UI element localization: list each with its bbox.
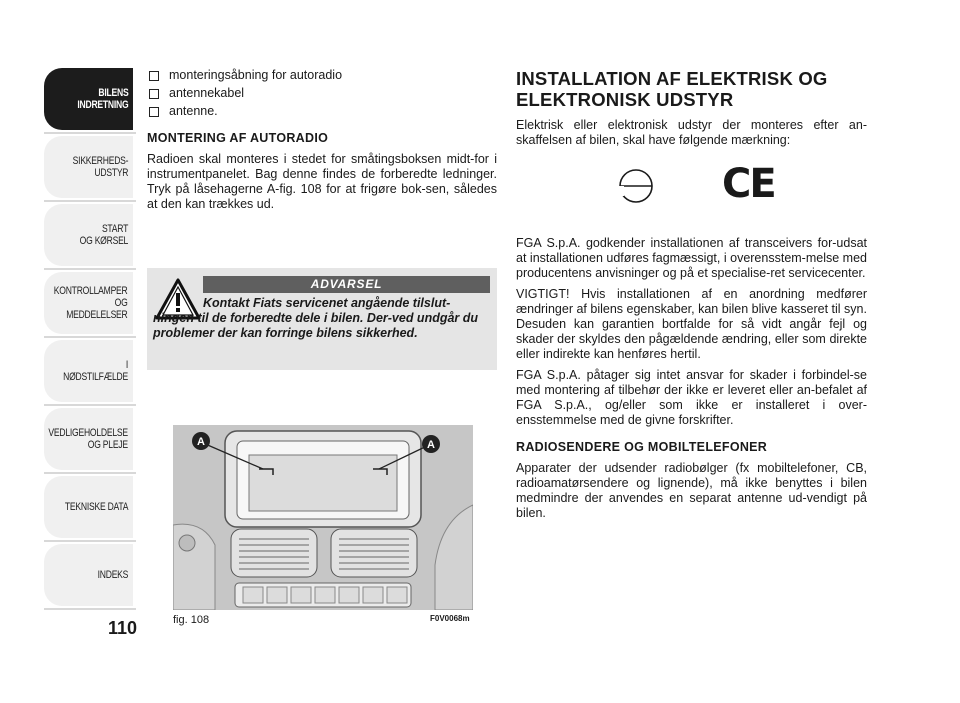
right-column xyxy=(516,68,867,527)
warning-box xyxy=(147,268,497,370)
dashboard-illustration xyxy=(173,425,473,610)
marker-a-left-label: A xyxy=(197,436,205,448)
tab-i-nodstilfaelde[interactable] xyxy=(44,340,136,402)
ce-mark-icon: CE xyxy=(722,161,775,207)
list-item: antennekabel xyxy=(147,86,497,101)
tab-indeks[interactable] xyxy=(44,544,136,606)
page-title: INSTALLATION AF ELEKTRISK OG ELEKTRONISK UDSTYR xyxy=(516,68,828,110)
tab-label: INDEKS xyxy=(97,569,128,581)
body-paragraph: FGA S.p.A. påtager sig intet ansvar for skader i forbindel-se med montering af tilbehør der ikke er leveret eller an-befalet af FGA S.p.A., og/eller som ikke er installeret i over-ensstemmelse med de givne forskrifter. xyxy=(516,368,867,427)
warning-heading: ADVARSEL xyxy=(203,276,490,293)
tab-label: KONTROLLAMPER OG MEDDELELSER xyxy=(54,285,128,321)
parts-list xyxy=(147,68,497,119)
conformity-marks xyxy=(516,158,867,228)
tab-label: VEDLIGEHOLDELSE OG PLEJE xyxy=(48,427,128,451)
e-mark-icon xyxy=(616,166,656,206)
tab-sikkerhedsudstyr[interactable] xyxy=(44,136,136,198)
marker-a-right-label: A xyxy=(427,439,435,451)
body-paragraph: FGA S.p.A. godkender installationen af transceivers for-udsat at installationen udføres fagmæssigt, i overensstem-melse med producentens anvisninger og på et specialise-ret servicecenter. xyxy=(516,236,867,280)
tab-vedligeholdelse[interactable] xyxy=(44,408,136,470)
list-item: antenne. xyxy=(147,104,497,119)
tab-start-og-korsel[interactable] xyxy=(44,204,136,266)
body-paragraph: Radioen skal monteres i stedet for småtingsboksen midt-for i instrumentpanelet. Bag denne findes de forberedte ledninger. Tryk på låsehagerne A-fig. 108 for at frigøre bok-sen, således at den kan trækkes ud. xyxy=(147,152,497,211)
intro-paragraph: Elektrisk eller elektronisk udstyr der monteres efter an-skaffelsen af bilen, skal have følgende mærkning: xyxy=(516,118,867,147)
page-number: 110 xyxy=(108,618,138,638)
tab-label: TEKNISKE DATA xyxy=(64,501,128,513)
tab-label: BILENS INDRETNING xyxy=(76,87,128,111)
section-heading: MONTERING AF AUTORADIO xyxy=(147,131,329,145)
body-paragraph: VIGTIGT! Hvis installationen af en anordning medfører ændringer af bilens egenskaber, kan bilen blive kasseret til syn. Desuden kan garantien bortfalde for så vidt angår fejl og skader der skyldes den pågældende ændring, eller som direkte eller indirekte kan henføres hertil. xyxy=(516,287,867,361)
list-item: monteringsåbning for autoradio xyxy=(147,68,497,83)
section-heading: RADIOSENDERE OG MOBILTELEFONER xyxy=(516,440,768,454)
figure-caption: fig. 108 xyxy=(173,614,210,626)
chapter-tabs xyxy=(44,68,136,612)
tab-label: I NØDSTILFÆLDE xyxy=(63,359,129,383)
warning-body: Kontakt Fiats servicenet angående tilslut-ningen til de forberedte dele i bilen. Der-ved undgår du problemer der kan forringe bilens sikkerhed. xyxy=(153,296,479,340)
figure-code: F0V0068m xyxy=(430,614,470,623)
tab-bilens-indretning[interactable] xyxy=(44,68,136,130)
tab-label: SIKKERHEDS- UDSTYR xyxy=(72,155,128,179)
tab-label: START OG KØRSEL xyxy=(79,223,128,247)
tab-tekniske-data[interactable] xyxy=(44,476,136,538)
left-column xyxy=(147,68,497,218)
body-paragraph: Apparater der udsender radiobølger (fx mobiltelefoner, CB, radioamatørsendere og lignende), må ikke benyttes i bilen medmindre der anvendes en separat antenne ud-vendigt på bilen. xyxy=(516,461,867,520)
radio-compartment-drawing xyxy=(173,425,473,610)
warning-text xyxy=(153,296,491,341)
tab-kontrollamper[interactable] xyxy=(44,272,136,334)
